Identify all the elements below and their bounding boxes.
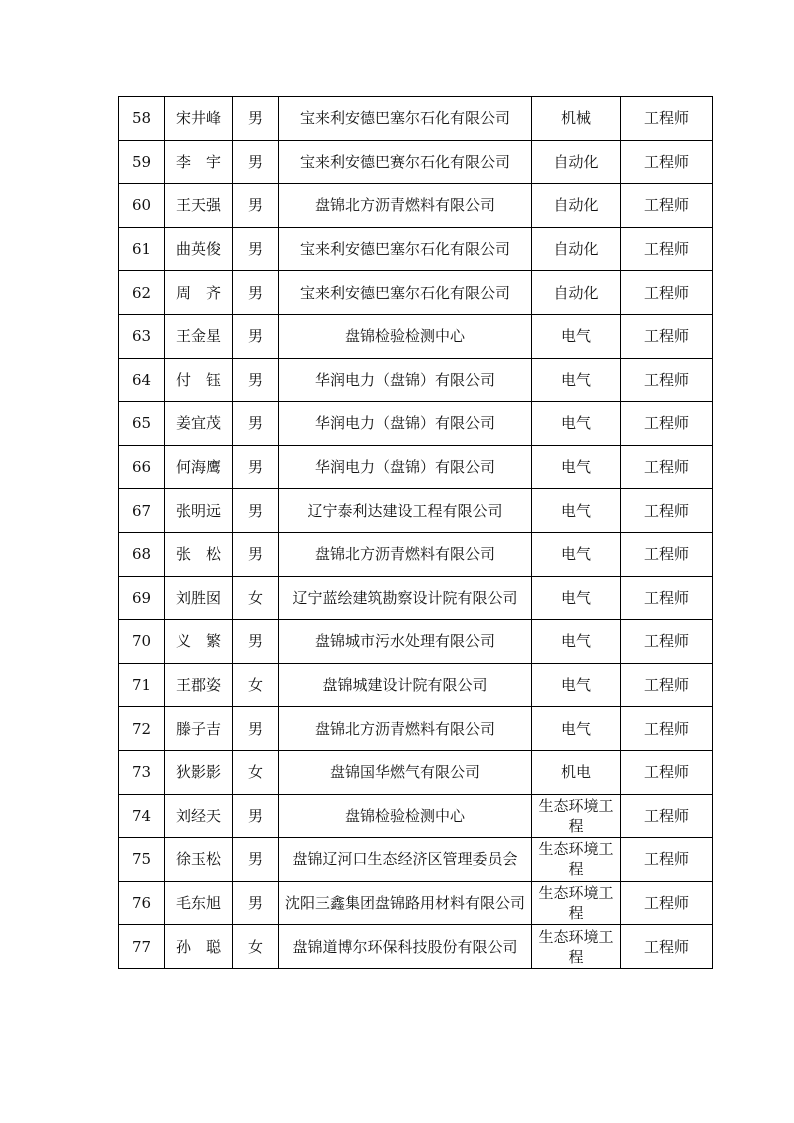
row-number-cell: 75: [119, 838, 165, 882]
row-number-cell: 59: [119, 140, 165, 184]
table-row: [119, 794, 713, 838]
roster-table: [118, 96, 713, 969]
work-unit-cell: 华润电力（盘锦）有限公司: [279, 358, 532, 402]
professional-title-cell: 工程师: [621, 402, 713, 446]
specialty-cell: 自动化: [532, 271, 621, 315]
person-name-cell: 李 宇: [165, 140, 233, 184]
work-unit-cell: 宝来利安德巴赛尔石化有限公司: [279, 140, 532, 184]
person-name-cell: 刘胜囡: [165, 576, 233, 620]
table-row: [119, 402, 713, 446]
table-row: [119, 489, 713, 533]
table-row: [119, 445, 713, 489]
work-unit-cell: 盘锦北方沥青燃料有限公司: [279, 707, 532, 751]
row-number-cell: 67: [119, 489, 165, 533]
row-number-cell: 72: [119, 707, 165, 751]
gender-cell: 男: [233, 445, 279, 489]
professional-title-cell: 工程师: [621, 314, 713, 358]
work-unit-cell: 沈阳三鑫集团盘锦路用材料有限公司: [279, 881, 532, 925]
row-number-cell: 70: [119, 620, 165, 664]
person-name-cell: 狄影影: [165, 750, 233, 794]
row-number-cell: 61: [119, 227, 165, 271]
work-unit-cell: 盘锦国华燃气有限公司: [279, 750, 532, 794]
gender-cell: 男: [233, 97, 279, 141]
table-row: [119, 97, 713, 141]
professional-title-cell: 工程师: [621, 489, 713, 533]
gender-cell: 男: [233, 402, 279, 446]
table-row: [119, 314, 713, 358]
person-name-cell: 周 齐: [165, 271, 233, 315]
professional-title-cell: 工程师: [621, 794, 713, 838]
professional-title-cell: 工程师: [621, 838, 713, 882]
professional-title-cell: 工程师: [621, 881, 713, 925]
roster-body: [119, 97, 713, 969]
table-row: [119, 140, 713, 184]
table-row: [119, 838, 713, 882]
specialty-cell: 电气: [532, 489, 621, 533]
specialty-cell: 自动化: [532, 227, 621, 271]
row-number-cell: 58: [119, 97, 165, 141]
gender-cell: 男: [233, 140, 279, 184]
table-row: [119, 620, 713, 664]
gender-cell: 男: [233, 794, 279, 838]
work-unit-cell: 辽宁蓝绘建筑勘察设计院有限公司: [279, 576, 532, 620]
work-unit-cell: 盘锦北方沥青燃料有限公司: [279, 184, 532, 228]
gender-cell: 男: [233, 881, 279, 925]
gender-cell: 女: [233, 576, 279, 620]
person-name-cell: 王天强: [165, 184, 233, 228]
professional-title-cell: 工程师: [621, 97, 713, 141]
person-name-cell: 徐玉松: [165, 838, 233, 882]
gender-cell: 男: [233, 620, 279, 664]
table-row: [119, 227, 713, 271]
work-unit-cell: 宝来利安德巴塞尔石化有限公司: [279, 271, 532, 315]
specialty-cell: 生态环境工程: [532, 794, 621, 838]
row-number-cell: 68: [119, 532, 165, 576]
person-name-cell: 张明远: [165, 489, 233, 533]
professional-title-cell: 工程师: [621, 271, 713, 315]
person-name-cell: 刘经天: [165, 794, 233, 838]
work-unit-cell: 盘锦城市污水处理有限公司: [279, 620, 532, 664]
row-number-cell: 71: [119, 663, 165, 707]
work-unit-cell: 宝来利安德巴塞尔石化有限公司: [279, 227, 532, 271]
gender-cell: 女: [233, 925, 279, 969]
work-unit-cell: 盘锦城建设计院有限公司: [279, 663, 532, 707]
person-name-cell: 付 钰: [165, 358, 233, 402]
row-number-cell: 73: [119, 750, 165, 794]
specialty-cell: 电气: [532, 663, 621, 707]
work-unit-cell: 辽宁泰利达建设工程有限公司: [279, 489, 532, 533]
row-number-cell: 65: [119, 402, 165, 446]
work-unit-cell: 华润电力（盘锦）有限公司: [279, 402, 532, 446]
table-row: [119, 881, 713, 925]
specialty-cell: 电气: [532, 445, 621, 489]
professional-title-cell: 工程师: [621, 707, 713, 751]
table-row: [119, 576, 713, 620]
professional-title-cell: 工程师: [621, 620, 713, 664]
professional-title-cell: 工程师: [621, 576, 713, 620]
row-number-cell: 66: [119, 445, 165, 489]
table-row: [119, 271, 713, 315]
person-name-cell: 孙 聪: [165, 925, 233, 969]
table-row: [119, 358, 713, 402]
row-number-cell: 77: [119, 925, 165, 969]
specialty-cell: 自动化: [532, 184, 621, 228]
person-name-cell: 王金星: [165, 314, 233, 358]
specialty-cell: 电气: [532, 707, 621, 751]
specialty-cell: 电气: [532, 620, 621, 664]
person-name-cell: 姜宜茂: [165, 402, 233, 446]
row-number-cell: 76: [119, 881, 165, 925]
specialty-cell: 自动化: [532, 140, 621, 184]
specialty-cell: 电气: [532, 314, 621, 358]
person-name-cell: 何海鹰: [165, 445, 233, 489]
specialty-cell: 电气: [532, 402, 621, 446]
gender-cell: 男: [233, 184, 279, 228]
table-row: [119, 663, 713, 707]
professional-title-cell: 工程师: [621, 227, 713, 271]
work-unit-cell: 盘锦北方沥青燃料有限公司: [279, 532, 532, 576]
specialty-cell: 电气: [532, 532, 621, 576]
work-unit-cell: 宝来利安德巴塞尔石化有限公司: [279, 97, 532, 141]
gender-cell: 女: [233, 663, 279, 707]
professional-title-cell: 工程师: [621, 532, 713, 576]
person-name-cell: 张 松: [165, 532, 233, 576]
professional-title-cell: 工程师: [621, 445, 713, 489]
gender-cell: 男: [233, 489, 279, 533]
row-number-cell: 62: [119, 271, 165, 315]
row-number-cell: 74: [119, 794, 165, 838]
work-unit-cell: 华润电力（盘锦）有限公司: [279, 445, 532, 489]
row-number-cell: 63: [119, 314, 165, 358]
professional-title-cell: 工程师: [621, 140, 713, 184]
table-row: [119, 925, 713, 969]
gender-cell: 男: [233, 271, 279, 315]
specialty-cell: 生态环境工程: [532, 925, 621, 969]
person-name-cell: 王郡姿: [165, 663, 233, 707]
work-unit-cell: 盘锦检验检测中心: [279, 794, 532, 838]
specialty-cell: 电气: [532, 576, 621, 620]
gender-cell: 男: [233, 227, 279, 271]
table-row: [119, 750, 713, 794]
row-number-cell: 60: [119, 184, 165, 228]
specialty-cell: 机械: [532, 97, 621, 141]
person-name-cell: 义 繁: [165, 620, 233, 664]
professional-title-cell: 工程师: [621, 925, 713, 969]
row-number-cell: 69: [119, 576, 165, 620]
specialty-cell: 机电: [532, 750, 621, 794]
professional-title-cell: 工程师: [621, 663, 713, 707]
work-unit-cell: 盘锦辽河口生态经济区管理委员会: [279, 838, 532, 882]
professional-title-cell: 工程师: [621, 358, 713, 402]
gender-cell: 女: [233, 750, 279, 794]
table-row: [119, 707, 713, 751]
row-number-cell: 64: [119, 358, 165, 402]
gender-cell: 男: [233, 314, 279, 358]
gender-cell: 男: [233, 707, 279, 751]
gender-cell: 男: [233, 358, 279, 402]
work-unit-cell: 盘锦检验检测中心: [279, 314, 532, 358]
person-name-cell: 毛东旭: [165, 881, 233, 925]
gender-cell: 男: [233, 838, 279, 882]
person-name-cell: 曲英俊: [165, 227, 233, 271]
professional-title-cell: 工程师: [621, 184, 713, 228]
work-unit-cell: 盘锦道博尔环保科技股份有限公司: [279, 925, 532, 969]
table-row: [119, 532, 713, 576]
gender-cell: 男: [233, 532, 279, 576]
specialty-cell: 生态环境工程: [532, 838, 621, 882]
specialty-cell: 生态环境工程: [532, 881, 621, 925]
person-name-cell: 滕子吉: [165, 707, 233, 751]
professional-title-cell: 工程师: [621, 750, 713, 794]
specialty-cell: 电气: [532, 358, 621, 402]
person-name-cell: 宋井峰: [165, 97, 233, 141]
table-row: [119, 184, 713, 228]
